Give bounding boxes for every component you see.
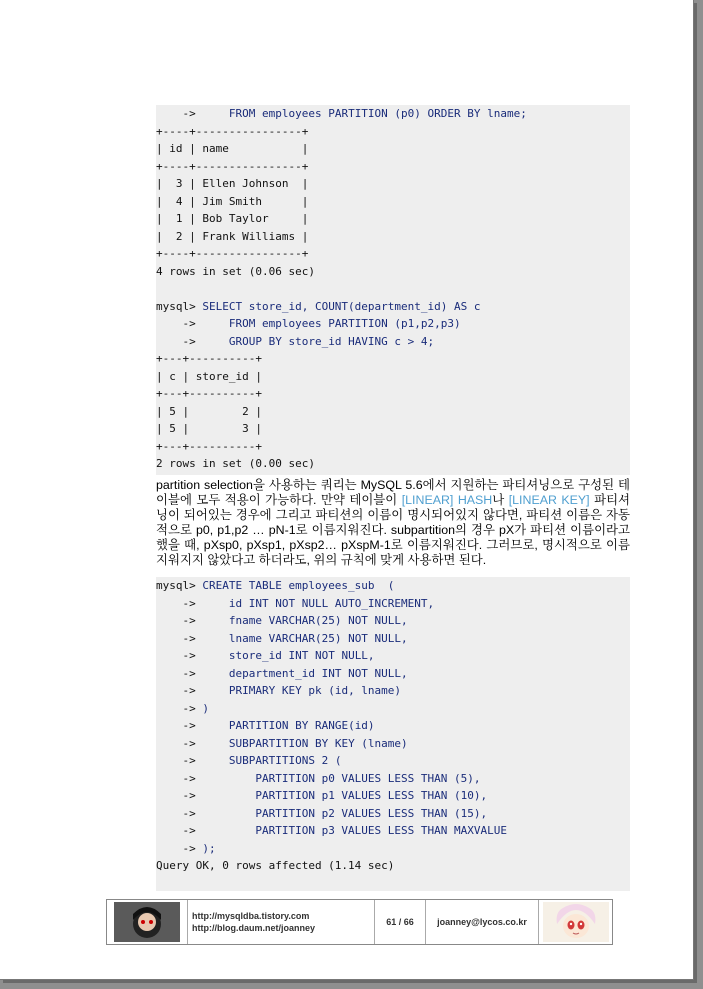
code-text: SUBPARTITIONS 2 ( (228, 754, 342, 767)
code-text: -> (156, 334, 229, 348)
code-text: ) (202, 701, 209, 715)
code-text: -> (156, 596, 229, 610)
code-text: mysql> (156, 579, 203, 592)
code-line (156, 140, 630, 158)
code-line (156, 350, 630, 368)
code-line (156, 805, 630, 823)
code-line (156, 438, 630, 456)
code-line (156, 315, 630, 333)
code-text: store_id INT NOT NULL, (228, 649, 375, 662)
code-text: PARTITION p2 VALUES LESS THAN (15), (255, 806, 488, 820)
code-line (156, 577, 630, 595)
page-number: 61 / 66 (375, 900, 426, 944)
code-text: Query OK, 0 rows affected (1.14 sec) (156, 859, 395, 872)
code-text: 4 rows in set (0.06 sec) (156, 264, 315, 278)
code-line (156, 857, 630, 875)
tistory-url[interactable]: http://mysqldba.tistory.com (192, 911, 310, 921)
code-line (156, 595, 630, 613)
code-text: -> (156, 754, 229, 767)
code-line (156, 717, 630, 735)
code-text: | 3 | Ellen Johnson | (156, 177, 309, 190)
code-text: | 1 | Bob Taylor | (156, 212, 309, 225)
code-line (156, 403, 630, 421)
code-line (156, 822, 630, 840)
code-line (156, 175, 630, 193)
code-text: ); (202, 841, 216, 855)
code-line (156, 158, 630, 176)
code-text: | 5 | 3 | (156, 422, 262, 435)
code-text: | 4 | Jim Smith | (156, 194, 309, 208)
code-text: PARTITION p3 VALUES LESS THAN MAXVALUE (255, 824, 508, 837)
code-line (156, 700, 630, 718)
code-line (156, 455, 630, 473)
code-text: | 2 | Frank Williams | (156, 229, 309, 243)
code-line (156, 210, 630, 228)
code-text: -> (156, 107, 229, 120)
linear-hash-link[interactable]: [LINEAR] HASH (401, 493, 493, 507)
code-text: PARTITION p0 VALUES LESS THAN (5), (255, 771, 481, 785)
code-line (156, 245, 630, 263)
paragraph-text-3: 파티셔닝이 되어있는 경우에 그리고 파티션의 이름이 명시되어있지 않다면, 파티션 이름은 자동적으로 p0, p1,p2 … pN-1로 이름지워진다. subpartition의 경우 pX가 파티션 이름이라고 했을 때, pXsp0, pXsp1, pXsp2… pXspM-1로 이름지워진다. 그러므로, 명시적으로 이름지워지지 않았다고 하더라도, 위의 규칙에 맞게 사용하면 된다. (156, 493, 631, 567)
author-email[interactable]: joanney@lycos.co.kr (426, 900, 539, 944)
code-line (156, 735, 630, 753)
code-text: PRIMARY KEY pk (id, lname) (228, 684, 402, 697)
code-text: -> (156, 771, 256, 785)
code-text: PARTITION BY RANGE(id) (228, 719, 375, 732)
code-line (156, 752, 630, 770)
code-text: lname VARCHAR(25) NOT NULL, (228, 631, 408, 645)
code-text: -> (156, 317, 229, 330)
code-text: PARTITION p1 VALUES LESS THAN (10), (255, 789, 488, 802)
author-avatar-left (107, 900, 188, 944)
code-text: FROM employees PARTITION (p1,p2,p3) (228, 317, 461, 330)
code-text: +---+----------+ (156, 387, 262, 400)
code-line (156, 787, 630, 805)
author-avatar-right (539, 900, 612, 944)
code-text: -> (156, 614, 229, 627)
body-paragraph (156, 478, 630, 568)
code-text: CREATE TABLE employees_sub ( (202, 579, 395, 592)
code-text: +---+----------+ (156, 439, 262, 453)
code-text: -> (156, 736, 229, 750)
code-text: -> (156, 824, 256, 837)
code-line (156, 665, 630, 683)
code-line (156, 123, 630, 141)
code-line (156, 840, 630, 858)
code-line (156, 630, 630, 648)
code-text: GROUP BY store_id HAVING c > 4; (228, 334, 435, 348)
code-line (156, 228, 630, 246)
code-line (156, 420, 630, 438)
footer-urls (188, 900, 375, 944)
code-text: +----+----------------+ (156, 124, 309, 138)
code-text: -> (156, 631, 229, 645)
code-line (156, 682, 630, 700)
daum-blog-url[interactable]: http://blog.daum.net/joanney (192, 923, 315, 933)
code-text: -> (156, 649, 229, 662)
code-line (156, 333, 630, 351)
code-text: -> (156, 841, 203, 855)
code-line (156, 298, 630, 316)
code-line (156, 105, 630, 123)
code-line (156, 770, 630, 788)
code-line (156, 193, 630, 211)
code-line (156, 385, 630, 403)
code-text: fname VARCHAR(25) NOT NULL, (228, 614, 408, 627)
code-line (156, 647, 630, 665)
code-text: -> (156, 806, 256, 820)
code-text: -> (156, 666, 229, 680)
code-text: +----+----------------+ (156, 159, 309, 173)
code-text: SELECT store_id, COUNT(department_id) AS c (202, 299, 481, 313)
paragraph-text-1: partition selection을 사용하는 쿼리는 MySQL 5.6에서 지원하는 파티셔닝으로 구성된 테이블에 모두 적용이 가능하다. 만약 테이블이 (156, 478, 630, 507)
code-line (156, 263, 630, 281)
code-text: FROM employees PARTITION (p0) ORDER BY lname; (228, 107, 527, 120)
code-block-1 (156, 105, 630, 475)
code-text: -> (156, 719, 229, 732)
paragraph-text-2: 나 (492, 493, 509, 507)
code-text: -> (156, 701, 203, 715)
code-block-2 (156, 577, 630, 891)
code-text: +---+----------+ (156, 352, 262, 365)
code-text: +----+----------------+ (156, 247, 309, 260)
code-line (156, 368, 630, 386)
code-text: | c | store_id | (156, 369, 262, 383)
code-text: -> (156, 789, 256, 802)
code-text: | 5 | 2 | (156, 404, 262, 418)
code-text: mysql> (156, 299, 203, 313)
code-line (156, 612, 630, 630)
linear-key-link[interactable]: [LINEAR KEY] (508, 493, 590, 507)
code-text: id INT NOT NULL AUTO_INCREMENT, (228, 596, 435, 610)
code-line (156, 280, 630, 298)
code-text: department_id INT NOT NULL, (228, 666, 408, 680)
code-text: SUBPARTITION BY KEY (lname) (228, 736, 408, 750)
page-footer (106, 899, 613, 945)
code-text: 2 rows in set (0.00 sec) (156, 457, 315, 470)
code-text: | id | name | (156, 142, 309, 155)
code-text: -> (156, 684, 229, 697)
